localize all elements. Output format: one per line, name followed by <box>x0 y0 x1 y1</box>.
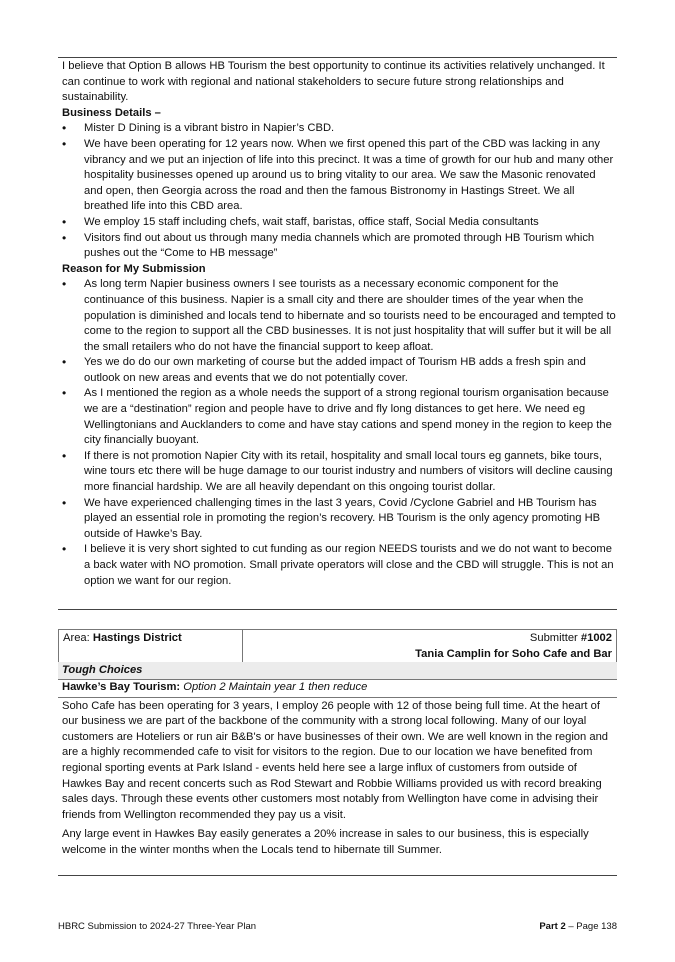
response-paragraph: Soho Cafe has been operating for 3 years, I employ 26 people with 12 of those being full time. At the heart of our business we are part of the backbone of the community with a strong local following. Many of our loyal customers are Hoteliers or run air B&B's or have businesses of their own. We are well known in the region and are a highly recommended cafe to visit for visitors to the region. Due to our location we have benefited from regional sporting events at Park Island - events held here see a large influx of customers from outside of Hawkes Bay and recent concerts such as Rod Stewart and Robbie Williams provided us with record breaking sales days. Through these events other customers most notably from Wellington have come in advising their friends from Wellington recommended they pay us a visit. <box>62 699 609 821</box>
list-item: • Mister D Dining is a vibrant bistro in Napier’s CBD. <box>58 121 617 137</box>
intro-paragraph: I believe that Option B allows HB Tourism the best opportunity to continue its activities relatively unchanged. It can continue to work with regional and national stakeholders to secure future strong relationships and sustainability. <box>62 60 605 104</box>
area-value: Hastings District <box>92 632 182 644</box>
reason-list <box>58 277 617 589</box>
area-label: Area: <box>63 632 93 644</box>
list-item: • Yes we do do our own marketing of course but the added impact of Tourism HB adds a fresh spin and outlook on new areas and events that we do not potentially cover. <box>58 355 617 386</box>
business-details-heading: Business Details – <box>62 106 161 119</box>
submitter-cell <box>243 630 617 664</box>
response-paragraph: Any large event in Hawkes Bay easily generates a 20% increase in sales to our business, this is especially welcome in the winter months when the Locals tend to hibernate till Summer. <box>62 828 589 856</box>
list-item: • We have experienced challenging times in the last 3 years, Covid /Cyclone Gabriel and HB Tourism has played an essential role in promoting the region’s recovery. HB Tourism is the only agency promoting HB outside of Hawke’s Bay. <box>58 496 617 543</box>
submission-body <box>58 59 617 589</box>
submission-response <box>58 680 617 859</box>
section-title: Tough Choices <box>62 664 143 676</box>
section-end-rule <box>58 609 617 610</box>
submitter-label: Submitter <box>529 632 581 644</box>
submitter-table <box>58 629 617 664</box>
list-item: • As I mentioned the region as a whole needs the support of a strong regional tourism organisation because we are a “destination” region and people have to drive and fly long distances to get here. We need eg Wellingtonians and Aucklanders to come and have stay cations and spend money in the region to keep the city financially buoyant. <box>58 386 617 448</box>
topic-line <box>58 680 617 696</box>
footer-title: HBRC Submission to 2024-27 Three-Year Plan <box>58 921 257 932</box>
bottom-rule <box>58 875 617 876</box>
footer-page: – Page 138 <box>565 921 617 932</box>
area-cell <box>59 630 243 664</box>
reason-heading: Reason for My Submission <box>62 262 206 275</box>
business-details-list <box>58 121 617 261</box>
topic-option: Option 2 Maintain year 1 then reduce <box>183 681 368 693</box>
submitter-number: #1002 <box>580 632 612 644</box>
list-item: • We employ 15 staff including chefs, wait staff, baristas, office staff, Social Media consultants <box>58 215 617 231</box>
page-footer <box>58 919 617 935</box>
topic-label: Hawke’s Bay Tourism: <box>62 681 181 693</box>
list-item: • We have been operating for 12 years now. When we first opened this part of the CBD was lacking in any vibrancy and we put an injection of life into this precinct. It was a time of growth for our hub and many other hospitality businesses opened up around us to bring vitality to our area. We saw the Masonic renovated and open, then Georgia across the road and then the famous Bistronomy in Hastings Street. We all breathed life into this CBD area. <box>58 137 617 215</box>
page-number <box>539 919 617 935</box>
list-item: • If there is not promotion Napier City with its retail, hospitality and small local tours eg gannets, bike tours, wine tours etc there will be huge damage to our tourist industry and numbers of visitors will decline causing more financial hardship. We are all heavily dependant on this ongoing tourist dollar. <box>58 449 617 496</box>
section-banner <box>58 662 617 680</box>
list-item: • I believe it is very short sighted to cut funding as our region NEEDS tourists and we do not want to become a back water with NO promotion. Small private operators will close and the CBD will struggle. This is not an option we want for our region. <box>58 542 617 589</box>
top-rule <box>58 57 617 58</box>
footer-part: Part 2 <box>539 921 566 932</box>
list-item: • As long term Napier business owners I see tourists as a necessary economic component for the continuance of this business. Napier is a small city and there are shoulder times of the year when the population is diminished and locals tend to hibernate and so tourists need to be encouraged and tempted to come to the region to support all the CBD businesses. It is not just hospitality that will suffer but it will be all the small retailers who do not have the financial support to keep afloat. <box>58 277 617 355</box>
list-item: • Visitors find out about us through many media channels which are promoted through HB Tourism which pushes out the “Come to HB message” <box>58 231 617 262</box>
submitter-name: Tania Camplin for Soho Cafe and Bar <box>415 647 612 660</box>
